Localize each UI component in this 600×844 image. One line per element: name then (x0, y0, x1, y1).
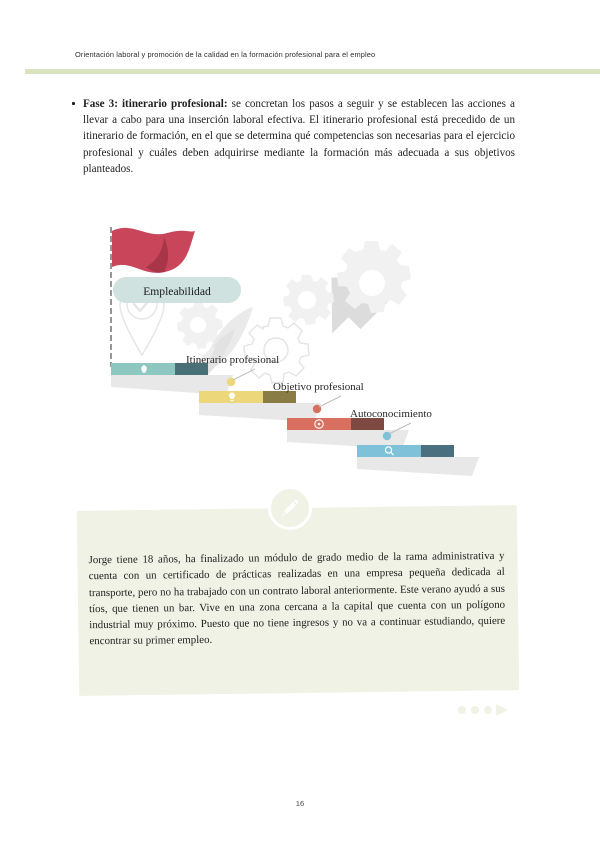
header-divider-rule (25, 69, 600, 74)
body-content (72, 96, 515, 177)
page-header-title: Orientación laboral y promoción de la calidad en la formación profesional para el empleo (75, 50, 376, 59)
gear-small-center (190, 317, 206, 333)
footer-dot-3 (484, 706, 492, 714)
step-shadow-4 (357, 457, 479, 476)
footer-arrow-icon (496, 704, 508, 716)
step-label-4: Autoconocimiento (350, 408, 432, 420)
itinerary-illustration (85, 215, 485, 480)
pencil-icon (268, 486, 312, 530)
leader-line-2 (233, 369, 255, 380)
empleabilidad-pill (113, 277, 241, 303)
bullet-body-text: se concretan los pasos a seguir y se establecen las acciones a llevar a cabo para una inserción laboral efectiva. El itinerario profesional está precedido de un itinerario de formación, en el que se determina qué competencias son necesarias para el ejercicio profesional y cuáles deben adquirirse mediante la formación más adecuada a sus objetivos planteados. (83, 98, 515, 175)
footer-dot-1 (458, 706, 466, 714)
step-bar-1 (111, 363, 233, 395)
bullet-paragraph (83, 96, 515, 177)
bullet-dot-icon (72, 102, 75, 105)
gear-large-center (359, 270, 385, 296)
case-study-text: Jorge tiene 18 años, ha finalizado un módulo de grado medio de la rama administrativa y cuenta con un certificado de prácticas realizadas en una empresa pequeña dedicada al transporte, pero no ha trabajado con un contrato laboral anteriormente. Este verano ayudó a sus tíos, que tienen un bar. Vive en una zona cercana a la capital que cuenta con un polígono industrial muy próximo. Puesto que no tiene ingresos y no va a continuar estudiando, quiere encontrar su primer empleo. (88, 549, 506, 648)
gear-medium-center (298, 291, 316, 309)
empleabilidad-pill-label: Empleabilidad (143, 285, 211, 298)
page-number: 16 (295, 799, 305, 808)
bullet-item-fase-3 (72, 96, 515, 177)
gear-outline-icon (244, 318, 309, 383)
step-label-3: Objetivo profesional (273, 381, 364, 393)
step-bar-4-dark (421, 445, 454, 457)
footer-dot-2 (471, 706, 479, 714)
case-study-block (74, 486, 526, 702)
bullet-lead-bold: Fase 3: itinerario profesional: (83, 98, 228, 110)
leader-line-3 (319, 396, 341, 407)
step-label-2: Itinerario profesional (186, 354, 280, 366)
footer-decoration (458, 703, 518, 717)
